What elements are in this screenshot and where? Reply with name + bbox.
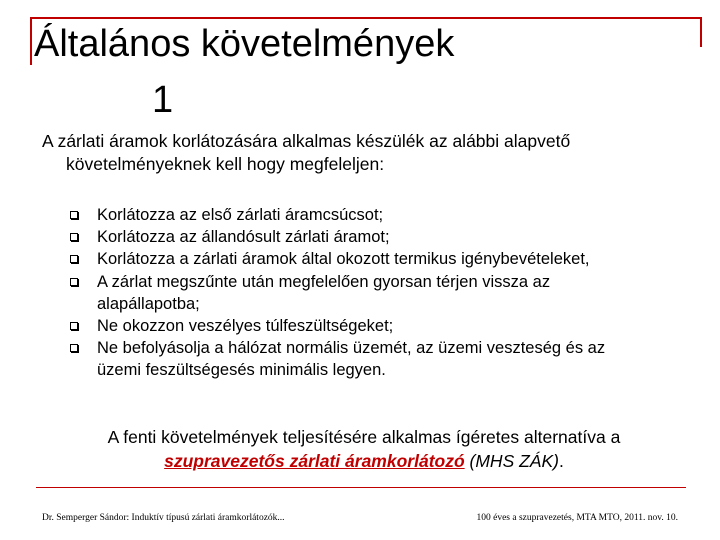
list-item-text: Ne okozzon veszélyes túlfeszültségeket; [97,317,394,336]
square-bullet-icon [70,211,78,219]
list-item [70,271,700,315]
list-item-text: Korlátozza az első zárlati áramcsúcsot; [97,206,384,224]
list-item-text: Korlátozza a zárlati áramok által okozott termikus igénybevételeket, [97,250,590,269]
footer-divider [36,487,686,488]
square-bullet-icon [70,255,78,263]
list-item [70,248,700,270]
footer-author: Dr. Semperger Sándor: Induktív típusú zárlati áramkorlátozók... [42,513,285,523]
requirements-list [70,204,700,382]
intro-paragraph [42,130,682,176]
title-frame-right [700,17,702,47]
summary-line-2 [44,449,684,473]
footer-event: 100 éves a szupravezetés, MTA MTO, 2011. nov. 10. [476,513,678,523]
summary-paragraph [44,425,684,473]
list-item [70,315,700,337]
square-bullet-icon [70,233,78,241]
list-item-text: Ne befolyásolja a hálózat normális üzemét, az üzemi veszteség és az üzemi feszültségesés minimális legyen. [97,339,606,380]
list-item [70,337,700,381]
summary-line-1: A fenti követelmények teljesítésére alkalmas ígéretes alternatíva a [107,427,621,447]
intro-line-1: A zárlati áramok korlátozására alkalmas készülék az alábbi alapvető [42,131,571,151]
title-frame-left [30,17,32,65]
list-item [70,226,700,248]
intro-line-2: követelményeknek kell hogy megfeleljen: [66,154,385,174]
list-item-text: Korlátozza az állandósult zárlati áramot; [97,228,390,247]
highlighted-term: szupravezetős zárlati áramkorlátozó [164,451,465,471]
abbreviation: (MHS ZÁK) [469,451,559,471]
slide-title-number: 1 [152,79,174,121]
summary-end: . [558,451,564,471]
title-frame-top [30,17,702,19]
square-bullet-icon [70,344,78,352]
slide-title: Általános követelmények [34,23,455,65]
square-bullet-icon [70,278,78,286]
list-item-text: A zárlat megszűnte után megfelelően gyorsan térjen vissza az alapállapotba; [97,272,551,313]
list-item [70,204,700,226]
square-bullet-icon [70,322,78,330]
